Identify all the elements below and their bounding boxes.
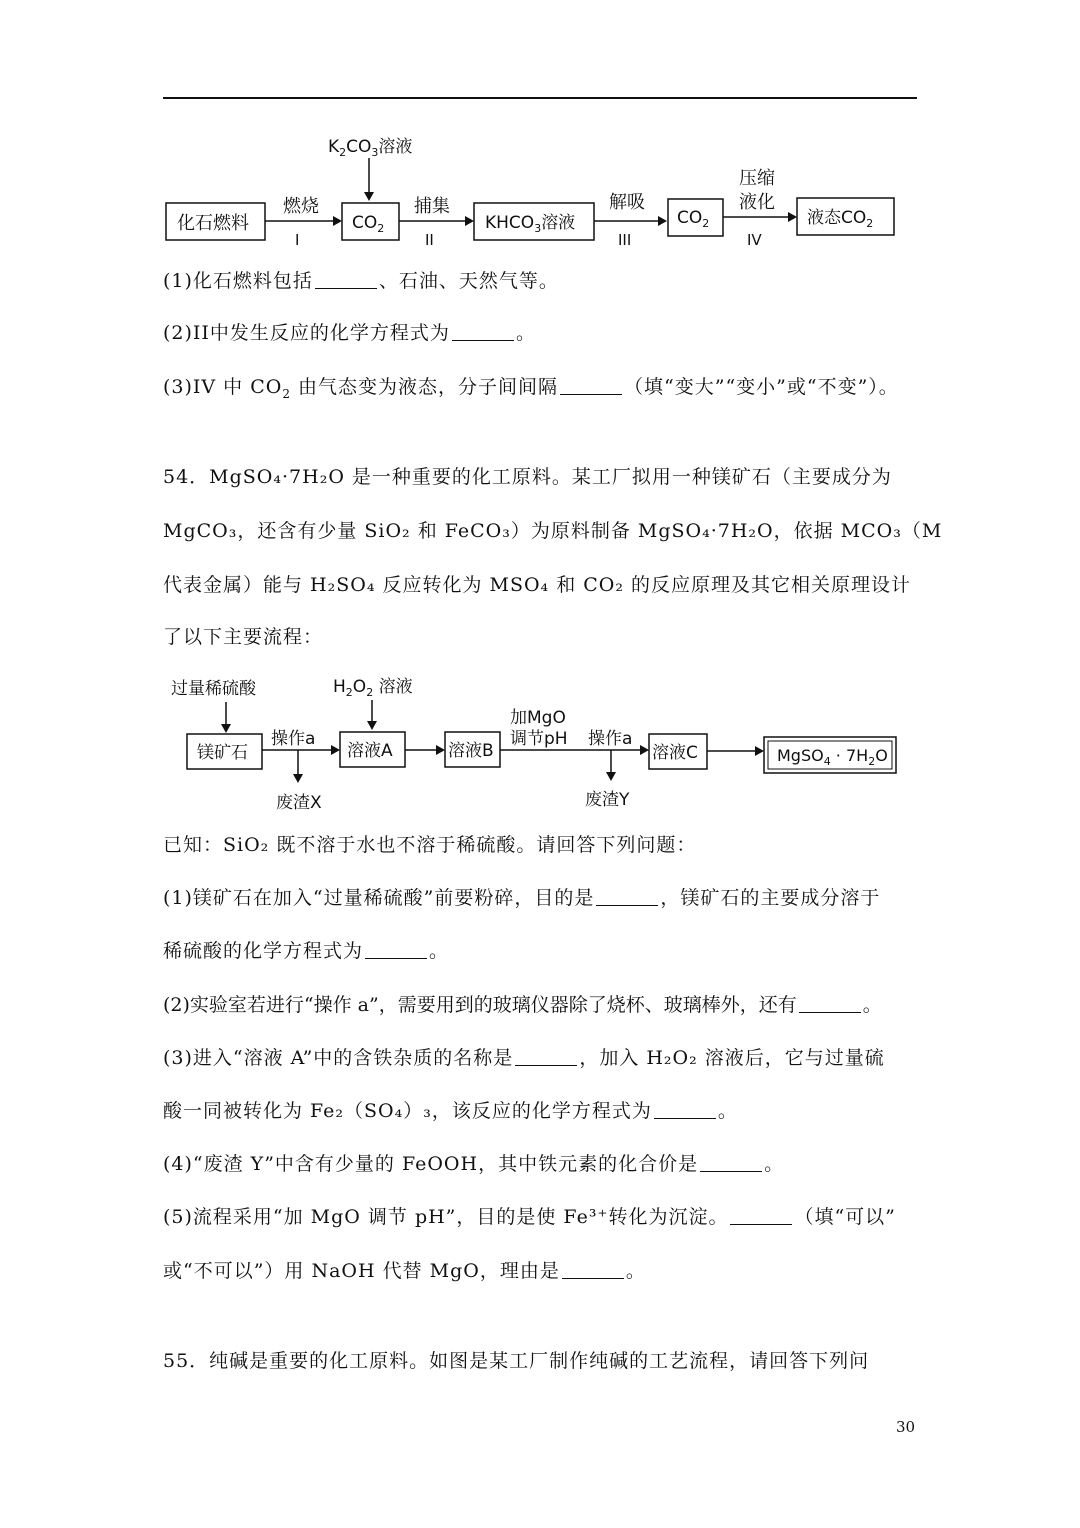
page-number: 30: [896, 1418, 916, 1436]
q54-known: 已知：SiO₂ 既不溶于水也不溶于稀硫酸。请回答下列问题：: [163, 834, 697, 856]
step-burn-label: 燃烧: [283, 196, 319, 217]
q54-item-3: (3)进入“溶液 A”中的含铁杂质的名称是 ，加入 H₂O₂ 溶液后，它与过量硫: [163, 1047, 885, 1069]
step-liquefy-label: 液化: [739, 192, 775, 213]
q54-item-1-cont: 稀硫酸的化学方程式为 。: [163, 940, 450, 962]
answer-blank[interactable]: [700, 1153, 762, 1172]
box-ore-label: 镁矿石: [197, 743, 248, 763]
step-capture-label: 捕集: [414, 196, 450, 217]
q54-item-1: (1)镁矿石在加入“过量稀硫酸”前要粉碎，目的是 ，镁矿石的主要成分溶于: [163, 887, 881, 909]
flow-diagram-mgso4: [0, 670, 1080, 820]
q54-item-4: (4)“废渣 Y”中含有少量的 FeOOH，其中铁元素的化合价是 。: [163, 1153, 785, 1175]
box-solution-c-label: 溶液C: [652, 743, 698, 763]
q54-item-5: (5)流程采用“加 MgO 调节 pH”，目的是使 Fe³⁺转化为沉淀。 （填“可以”: [163, 1206, 896, 1228]
q53-item-2: (2)II中发生反应的化学方程式为 。: [163, 322, 536, 344]
add-mgo-label: 加MgO: [510, 708, 566, 728]
q54-intro-line-1: 54．MgSO₄·7H₂O 是一种重要的化工原料。某工厂拟用一种镁矿石（主要成分为: [163, 466, 892, 488]
waste-x-label: 废渣X: [276, 793, 322, 813]
waste-y-label: 废渣Y: [585, 790, 630, 810]
q55-intro: 55．纯碱是重要的化工原料。如图是某工厂制作纯碱的工艺流程，请回答下列问: [163, 1350, 870, 1372]
op-a1-label: 操作a: [271, 729, 316, 749]
k2co3-label: $K_2CO_3$溶液: [328, 137, 413, 159]
step-compress-label: 压缩: [739, 168, 775, 189]
answer-blank[interactable]: [365, 940, 427, 959]
step-I-label: I: [295, 231, 300, 249]
q54-intro-line-2: MgCO₃，还含有少量 SiO₂ 和 FeCO₃）为原料制备 MgSO₄·7H₂O，依据 MCO₃（M: [163, 520, 943, 542]
step-III-label: III: [618, 231, 632, 249]
answer-blank[interactable]: [562, 1260, 624, 1279]
q54-item-2: (2)实验室若进行“操作 a”，需要用到的玻璃仪器除了烧杯、玻璃棒外，还有 。: [163, 994, 882, 1016]
answer-blank[interactable]: [654, 1100, 716, 1119]
answer-blank[interactable]: [730, 1206, 792, 1225]
input-h2o2-label: $H_2O_2$ 溶液: [333, 677, 413, 699]
q54-intro-line-3: 代表金属）能与 H₂SO₄ 反应转化为 MSO₄ 和 CO₂ 的反应原理及其它相关原理设计: [163, 574, 912, 596]
box-solution-a-label: 溶液A: [347, 741, 393, 761]
answer-blank[interactable]: [452, 322, 514, 341]
answer-blank[interactable]: [799, 994, 861, 1013]
q54-item-5-cont: 或“不可以”）用 NaOH 代替 MgO，理由是 。: [163, 1260, 646, 1282]
op-a2-label: 操作a: [588, 729, 633, 749]
step-IV-label: IV: [747, 231, 762, 249]
adjust-ph-label: 调节pH: [510, 729, 568, 749]
step-desorb-label: 解吸: [609, 192, 645, 213]
q53-item-1: (1)化石燃料包括 、石油、天然气等。: [163, 270, 559, 292]
q53-item-3: (3)IV 中 $CO_2$ 由气态变为液态，分子间间隔 （填“变大”“变小”或“不变”）。: [163, 376, 899, 401]
box-khco3-label: $KHCO_3$溶液: [485, 213, 576, 235]
answer-blank[interactable]: [515, 1047, 577, 1066]
box-liquid-co2-label: 液态$CO_2$: [807, 208, 874, 230]
box-solution-b-label: 溶液B: [448, 741, 494, 761]
q54-item-3-cont: 酸一同被转化为 Fe₂（SO₄）₃，该反应的化学方程式为 。: [163, 1100, 738, 1122]
answer-blank[interactable]: [596, 887, 658, 906]
box-product-label: MgSO$_4$ · $7H_2O$: [777, 746, 888, 768]
box-co2-label: $CO_2$: [352, 213, 385, 235]
flow-diagram-co2: [0, 0, 1080, 260]
step-II-label: II: [425, 231, 434, 249]
q54-intro-line-4: 了以下主要流程：: [163, 626, 324, 648]
box-fossil-fuel-label: 化石燃料: [177, 213, 249, 234]
answer-blank[interactable]: [560, 376, 622, 395]
box-co2-b-label: $CO_2$: [677, 208, 710, 230]
answer-blank[interactable]: [315, 270, 377, 289]
input-acid-label: 过量稀硫酸: [171, 679, 256, 699]
